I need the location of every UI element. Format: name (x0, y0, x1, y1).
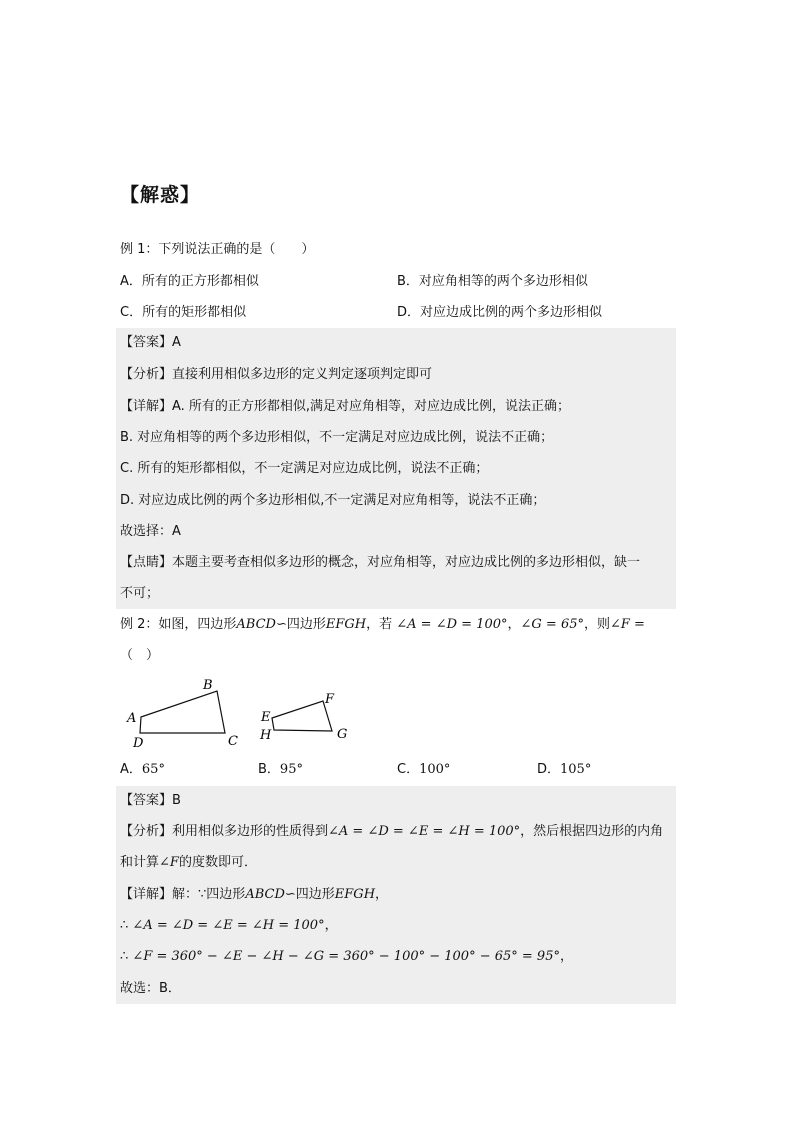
q1-analysis: 【分析】直接利用相似多边形的定义判定逐项判定即可 (120, 367, 433, 382)
q2-analysis-equation: ∠A = ∠D = ∠E = ∠H = 100° (328, 824, 521, 839)
label-e: E (261, 710, 271, 725)
label-c: C (228, 734, 238, 749)
q2-target-angle: ∠F = (610, 617, 645, 632)
q2-option-b (258, 760, 303, 780)
q1-detail-d: D. 对应边成比例的两个多边形相似,不一定满足对应角相等，说法不正确； (120, 493, 546, 508)
q2-analysis-cont: ，然后根据四边形的内角 (520, 824, 664, 839)
q2-figure (118, 675, 378, 755)
q2-analysis-line2 (120, 853, 257, 873)
label-h: H (260, 728, 272, 743)
q1-comment-line1: 【点睛】本题主要考查相似多边形的概念，对应角相等，对应边成比例的多边形相似，缺一 (120, 555, 641, 570)
q2-analysis-intro: 【分析】利用相似多边形的性质得到 (120, 824, 329, 839)
label-d: D (133, 736, 144, 751)
q2-option-a (120, 760, 165, 780)
because-symbol: ∵ (198, 887, 207, 902)
q2-detail-quad-word-2: 四边形 (295, 887, 335, 902)
q2-stem-intro: 例 2：如图，四边形 (120, 617, 237, 632)
section-heading: 【解惑】 (120, 184, 201, 206)
q2-detail-equation2: ∠F = 360° − ∠E − ∠H − ∠G = 360° − 100° − 100° − 65° = 95° (132, 949, 560, 964)
q2-option-d (537, 760, 591, 780)
q2-option-b-value: 95° (279, 762, 303, 777)
q2-detail-similar: ∽ (284, 887, 296, 902)
q2-quad-abcd: ABCD (236, 617, 276, 632)
q1-option-d: D．对应边成比例的两个多边形相似 (397, 305, 603, 320)
q2-answer: 【答案】B (120, 793, 181, 808)
q2-paren: （ ） (120, 648, 160, 663)
q1-option-b: B．对应角相等的两个多边形相似 (397, 274, 588, 289)
quadrilateral-efgh (272, 701, 332, 731)
q1-comment-line2: 不可； (120, 586, 160, 601)
q2-detail-comma3: ， (559, 949, 573, 964)
q2-detail-line1 (120, 885, 388, 905)
q2-stem-if: ，若 (366, 617, 397, 632)
therefore-symbol: ∴ (120, 918, 129, 933)
q1-detail-a: 【详解】A. 所有的正方形都相似,满足对应角相等，对应边成比例，说法正确； (120, 399, 571, 414)
q2-option-d-label: D． (537, 762, 561, 777)
q2-option-c-value: 100° (419, 762, 451, 777)
q2-quad-efgh: EFGH (325, 617, 367, 632)
q1-option-a: A．所有的正方形都相似 (120, 274, 259, 289)
q2-detail-abcd: ABCD (245, 887, 285, 902)
q2-option-a-label: A． (120, 762, 142, 777)
q1-stem: 例 1：下列说法正确的是（ ） (120, 242, 315, 257)
q2-stem-quad-word: 四边形 (286, 617, 326, 632)
q2-detail-efgh: EFGH (334, 887, 376, 902)
q2-detail-comma2: ， (324, 918, 338, 933)
q2-detail-intro: 【详解】解： (120, 887, 199, 902)
q2-condition-g: ∠G = 65° (520, 617, 584, 632)
q2-detail-quad-word: 四边形 (206, 887, 246, 902)
q1-detail-c: C. 所有的矩形都相似，不一定满足对应边成比例，说法不正确； (120, 461, 489, 476)
q1-conclusion: 故选择：A (120, 524, 181, 539)
label-b: B (203, 678, 213, 693)
q1-detail-b: B. 对应角相等的两个多边形相似，不一定满足对应边成比例，说法不正确； (120, 430, 554, 445)
label-a: A (127, 711, 137, 726)
therefore-symbol-2: ∴ (120, 949, 129, 964)
q2-analysis-angle: ∠F (159, 855, 179, 870)
q2-analysis-calc: 和计算 (120, 855, 160, 870)
label-f: F (325, 692, 335, 707)
q2-detail-equation1: ∠A = ∠D = ∠E = ∠H = 100° (132, 918, 325, 933)
q2-analysis-end: 的度数即可． (178, 855, 257, 870)
q2-detail-comma: ， (375, 887, 389, 902)
q2-analysis-line1 (120, 822, 663, 842)
q2-final-choice: 故选：B． (120, 981, 181, 996)
q2-detail-line3 (120, 947, 573, 967)
q2-option-c (397, 760, 450, 780)
q2-stem-then: ，则 (584, 617, 611, 632)
q2-condition-angles: ∠A = ∠D = 100° (396, 617, 508, 632)
q2-detail-line2 (120, 916, 338, 936)
q2-option-c-label: C． (397, 762, 420, 777)
q1-answer: 【答案】A (120, 335, 181, 350)
label-g: G (337, 727, 348, 742)
q1-option-c: C．所有的矩形都相似 (120, 305, 247, 320)
q2-similar-symbol: ∽ (275, 617, 287, 632)
quadrilateral-abcd (140, 691, 225, 733)
q2-stem (120, 615, 645, 635)
q2-option-d-value: 105° (560, 762, 592, 777)
q2-option-b-label: B． (258, 762, 280, 777)
q2-option-a-value: 65° (141, 762, 165, 777)
q2-comma: ， (507, 617, 521, 632)
